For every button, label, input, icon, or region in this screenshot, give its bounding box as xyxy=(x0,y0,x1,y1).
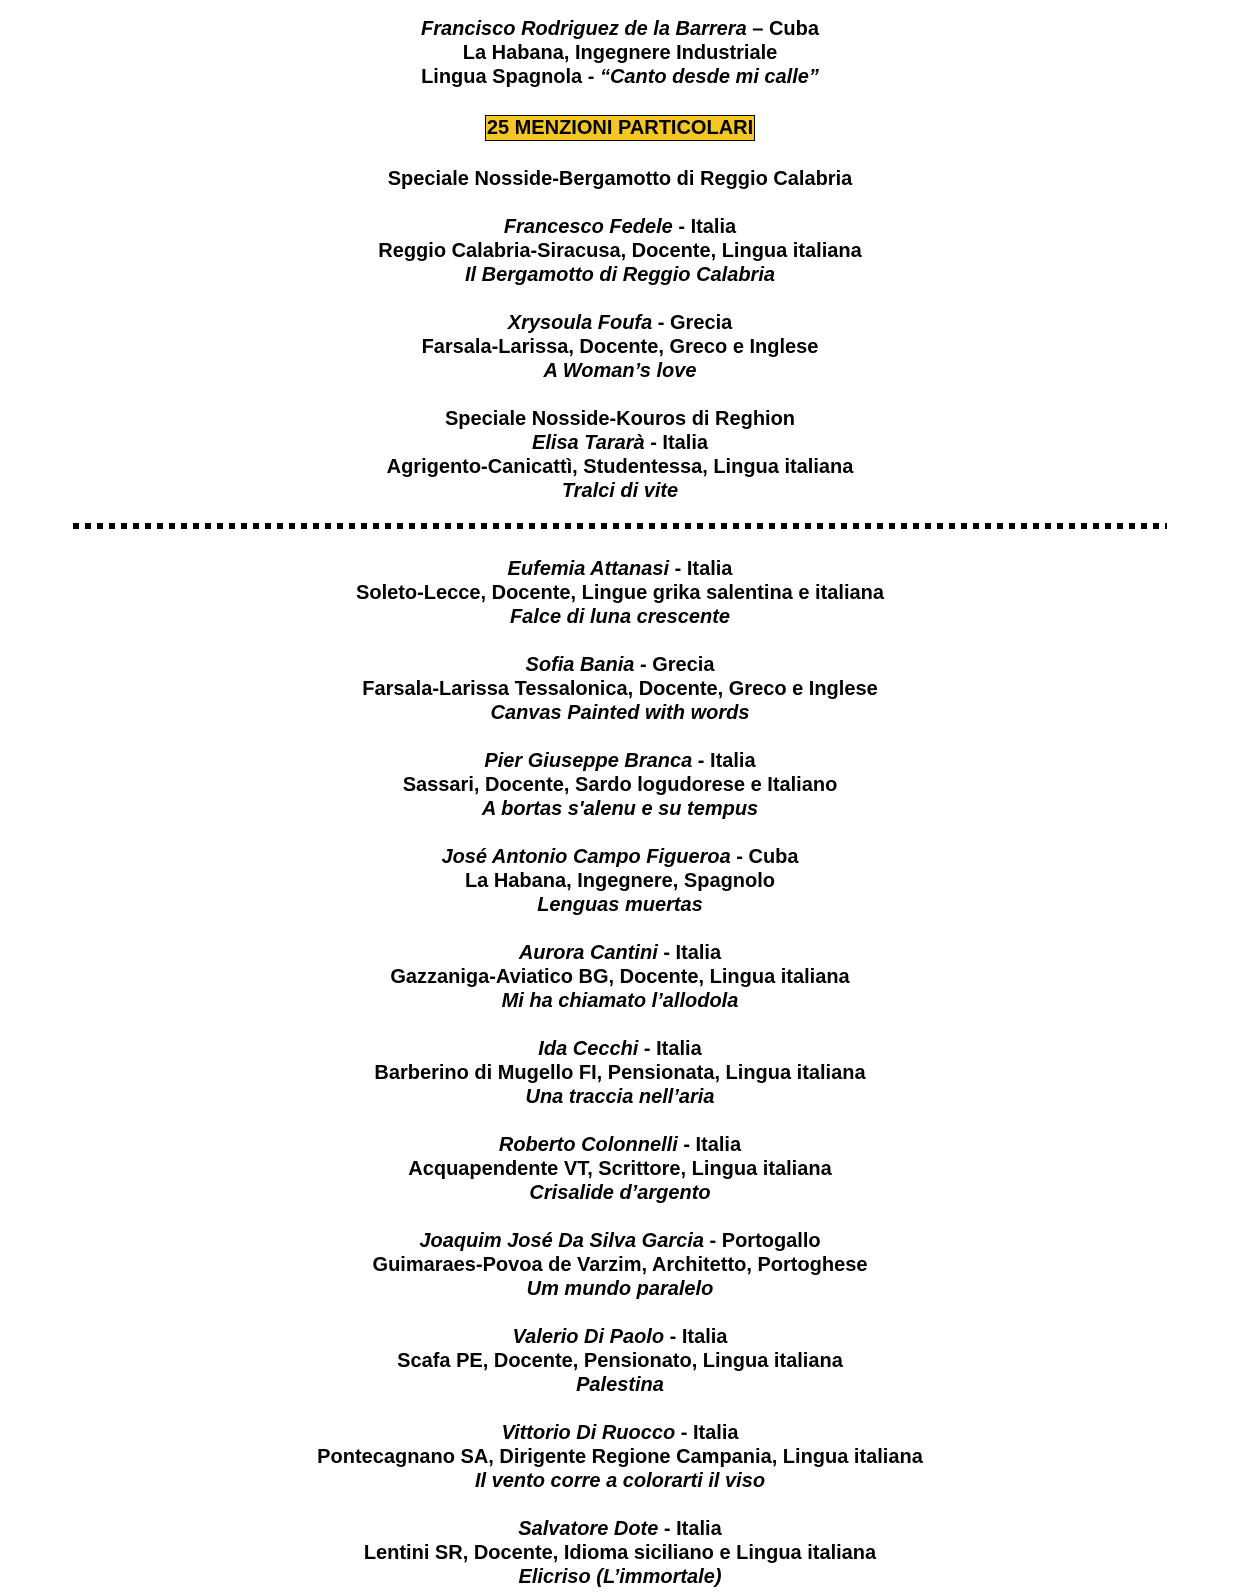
entry-details: Lentini SR, Docente, Idioma siciliano e Lingua italiana xyxy=(363,1542,877,1564)
entry-name: Ida Cecchi xyxy=(538,1038,639,1060)
entry-details: Farsala-Larissa, Docente, Greco e Inglese xyxy=(421,336,819,358)
section-heading: 25 MENZIONI PARTICOLARI xyxy=(486,117,754,139)
entry-country: - Italia xyxy=(657,942,722,964)
entry-country: - Grecia xyxy=(634,654,715,676)
entry-details: Soleto-Lecce, Docente, Lingue grika salentina e italiana xyxy=(356,582,884,604)
entry-country: - Italia xyxy=(677,1134,742,1156)
entry-name: Salvatore Dote xyxy=(518,1518,659,1540)
entry-details: Pontecagnano SA, Dirigente Regione Campania, Lingua italiana xyxy=(317,1446,923,1468)
entry-details: La Habana, Ingegnere Industriale xyxy=(462,42,778,64)
entry-title: Lenguas muertas xyxy=(537,894,703,916)
entry-name: Aurora Cantini xyxy=(518,942,658,964)
entry-country: - Italia xyxy=(638,1038,702,1060)
entry-details: Acquapendente VT, Scrittore, Lingua italiana xyxy=(408,1158,832,1180)
entry-title: A Woman’s love xyxy=(543,360,697,382)
list-item xyxy=(0,311,1240,383)
entry-title: Una traccia nell’aria xyxy=(525,1086,715,1108)
entry-name: José Antonio Campo Figueroa xyxy=(441,846,731,868)
entry-details: Reggio Calabria-Siracusa, Docente, Lingua italiana xyxy=(378,240,862,262)
entry-country: Cuba xyxy=(768,18,819,40)
entry-details: Agrigento-Canicattì, Studentessa, Lingua italiana xyxy=(386,456,854,478)
entry-name: Elisa Tararà xyxy=(531,432,645,454)
list-item xyxy=(0,215,1240,287)
entry-name: Francisco Rodriguez de la Barrera xyxy=(421,18,747,40)
entry-country: - Italia xyxy=(664,1326,728,1348)
entry-title: A bortas s'alenu e su tempus xyxy=(481,798,759,820)
entry-name: Valerio Di Paolo xyxy=(512,1326,665,1348)
list-item xyxy=(0,749,1240,821)
list-item xyxy=(0,557,1240,629)
entry-name: Sofia Bania xyxy=(525,654,635,676)
entry-name: Eufemia Attanasi xyxy=(507,558,670,580)
list-item xyxy=(0,653,1240,725)
entry-name: Roberto Colonnelli xyxy=(498,1134,678,1156)
entry-country: - Portogallo xyxy=(703,1230,821,1252)
list-item xyxy=(0,1229,1240,1301)
list-item xyxy=(0,845,1240,917)
entry-title: Um mundo paralelo xyxy=(526,1278,714,1300)
list-item xyxy=(0,1421,1240,1493)
entry-details: Farsala-Larissa Tessalonica, Docente, Greco e Inglese xyxy=(362,678,878,700)
section-heading-row xyxy=(0,113,1240,143)
list-item xyxy=(0,1517,1240,1589)
entry-details: Barberino di Mugello FI, Pensionata, Lingua italiana xyxy=(374,1062,866,1084)
entry-details: Scafa PE, Docente, Pensionato, Lingua italiana xyxy=(397,1350,843,1372)
entry-title: Il Bergamotto di Reggio Calabria xyxy=(464,264,776,286)
entry-title: Elicriso (L’immortale) xyxy=(518,1566,722,1588)
list-item xyxy=(0,407,1240,503)
entry-title: Palestina xyxy=(576,1374,664,1396)
special-kouros-heading: Speciale Nosside-Kouros di Reghion xyxy=(444,408,796,430)
entry-title: Canvas Painted with words xyxy=(490,702,750,724)
entry-country: - Italia xyxy=(669,558,733,580)
entry-title: Mi ha chiamato l’allodola xyxy=(501,990,739,1012)
entry-country: - Italia xyxy=(692,750,756,772)
top-entry-language-line xyxy=(0,65,1240,89)
special-bergamotto-heading: Speciale Nosside-Bergamotto di Reggio Calabria xyxy=(387,168,853,190)
entry-details: Guimaraes-Povoa de Varzim, Architetto, Portoghese xyxy=(372,1254,868,1276)
entry-country: - Italia xyxy=(658,1518,722,1540)
entry-name: Xrysoula Foufa xyxy=(507,312,653,334)
entry-name: Joaquim José Da Silva Garcia xyxy=(419,1230,704,1252)
entry-details: Sassari, Docente, Sardo logudorese e Italiano xyxy=(402,774,838,796)
list-item xyxy=(0,1325,1240,1397)
entry-name: Pier Giuseppe Branca xyxy=(484,750,693,772)
document-page xyxy=(0,17,1240,1589)
entry-name: Francesco Fedele xyxy=(503,216,673,238)
entry-country: - Italia xyxy=(644,432,709,454)
entry-title: Tralci di vite xyxy=(561,480,679,502)
entry-country: - Cuba xyxy=(730,846,799,868)
entry-sep: – xyxy=(746,18,769,40)
entries-list xyxy=(0,557,1240,1589)
entry-language: Lingua Spagnola - xyxy=(421,66,600,88)
top-entry xyxy=(0,17,1240,89)
entry-details: Gazzaniga-Aviatico BG, Docente, Lingua italiana xyxy=(390,966,850,988)
list-item xyxy=(0,1133,1240,1205)
entry-name: Vittorio Di Ruocco xyxy=(501,1422,676,1444)
entry-details: La Habana, Ingegnere, Spagnolo xyxy=(464,870,776,892)
entry-country: - Italia xyxy=(675,1422,739,1444)
entry-country: - Italia xyxy=(672,216,737,238)
entry-title: Falce di luna crescente xyxy=(509,606,731,628)
list-item xyxy=(0,1037,1240,1109)
entry-title: Il vento corre a colorarti il viso xyxy=(474,1470,766,1492)
entry-country: - Grecia xyxy=(652,312,733,334)
entry-title: Crisalide d’argento xyxy=(529,1182,711,1204)
top-entry-name-line xyxy=(0,17,1240,41)
list-item xyxy=(0,941,1240,1013)
entry-title: “Canto desde mi calle” xyxy=(599,66,819,88)
